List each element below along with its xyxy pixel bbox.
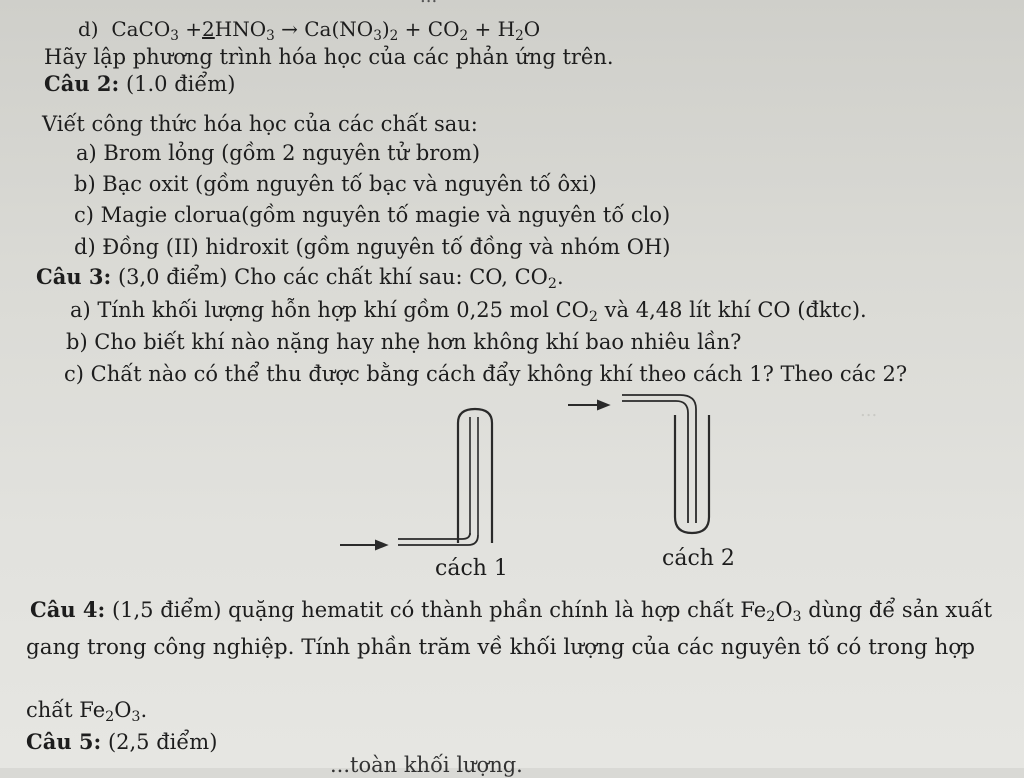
instruction-text: Hãy lập phương trình hóa học của các phản ứng trên. bbox=[44, 45, 614, 69]
q2-heading bbox=[44, 71, 235, 97]
q4-title: Câu 4: bbox=[30, 597, 106, 622]
q4-line-1: Câu 4: (1,5 điểm) quặng hematit có thành phần chính là hợp chất $Fe_2O_3$ dùng để sản xuất bbox=[30, 597, 993, 625]
method-1-arrow bbox=[340, 541, 386, 549]
method-2-arrow bbox=[568, 401, 608, 409]
q2-item-c: c) Magie clorua(gồm nguyên tố magie và nguyên tố clo) bbox=[74, 203, 671, 227]
method-2-label: cách 2 bbox=[662, 546, 735, 571]
reaction-d: d) CaCO$_3$ $+2HNO_3 \to Ca(NO_3)_2 + CO_2 + H_2O$ bbox=[78, 17, 541, 44]
q3-intro: (3,0 điểm) Cho các chất khí sau: CO, CO bbox=[117, 265, 548, 289]
q2-item-b: b) Bạc oxit (gồm nguyên tố bạc và nguyên tố ôxi) bbox=[74, 172, 597, 196]
method-2-apparatus bbox=[622, 395, 709, 533]
reaction-d-text: CaCO bbox=[111, 17, 171, 41]
q4-line-3: chất $Fe_2O_3$. bbox=[26, 698, 148, 725]
gas-collection-diagram bbox=[320, 395, 760, 565]
top-cut-fragment bbox=[420, 0, 437, 10]
q2-item-d: d) Đồng (II) hidroxit (gồm nguyên tố đồng và nhóm OH) bbox=[74, 235, 671, 259]
q3-item-c: c) Chất nào có thể thu được bằng cách đẩy không khí theo cách 1? Theo các 2? bbox=[64, 362, 908, 386]
q2-item-a: a) Brom lỏng (gồm 2 nguyên tử brom) bbox=[76, 141, 481, 165]
q4-line-2: gang trong công nghiệp. Tính phần trăm về khối lượng của các nguyên tố có trong hợp bbox=[26, 635, 976, 660]
q3-item-a: a) Tính khối lượng hỗn hợp khí gồm 0,25 mol $CO_2$ và 4,48 lít khí CO (đktc). bbox=[70, 298, 867, 325]
q2-points: (1.0 điểm) bbox=[125, 72, 236, 96]
q5-title: Câu 5: bbox=[26, 729, 102, 754]
method-1-apparatus bbox=[398, 409, 492, 545]
q3-heading: Câu 3: (3,0 điểm) Cho các chất khí sau: CO, $CO_2$. bbox=[36, 264, 564, 292]
bleed-through-text: ... bbox=[860, 400, 878, 421]
q2-prompt: Viết công thức hóa học của các chất sau: bbox=[42, 112, 478, 136]
reaction-d-label: d) bbox=[78, 17, 99, 41]
method-1-label: cách 1 bbox=[435, 556, 508, 581]
q2-title: Câu 2: bbox=[44, 71, 120, 96]
q3-title: Câu 3: bbox=[36, 264, 112, 289]
q5-heading bbox=[26, 729, 217, 755]
q3-item-b: b) Cho biết khí nào nặng hay nhẹ hơn không khí bao nhiêu lần? bbox=[66, 330, 742, 354]
q5-cut-line: ...toàn khối lượng. bbox=[330, 753, 523, 777]
q5-points: (2,5 điểm) bbox=[107, 730, 218, 754]
